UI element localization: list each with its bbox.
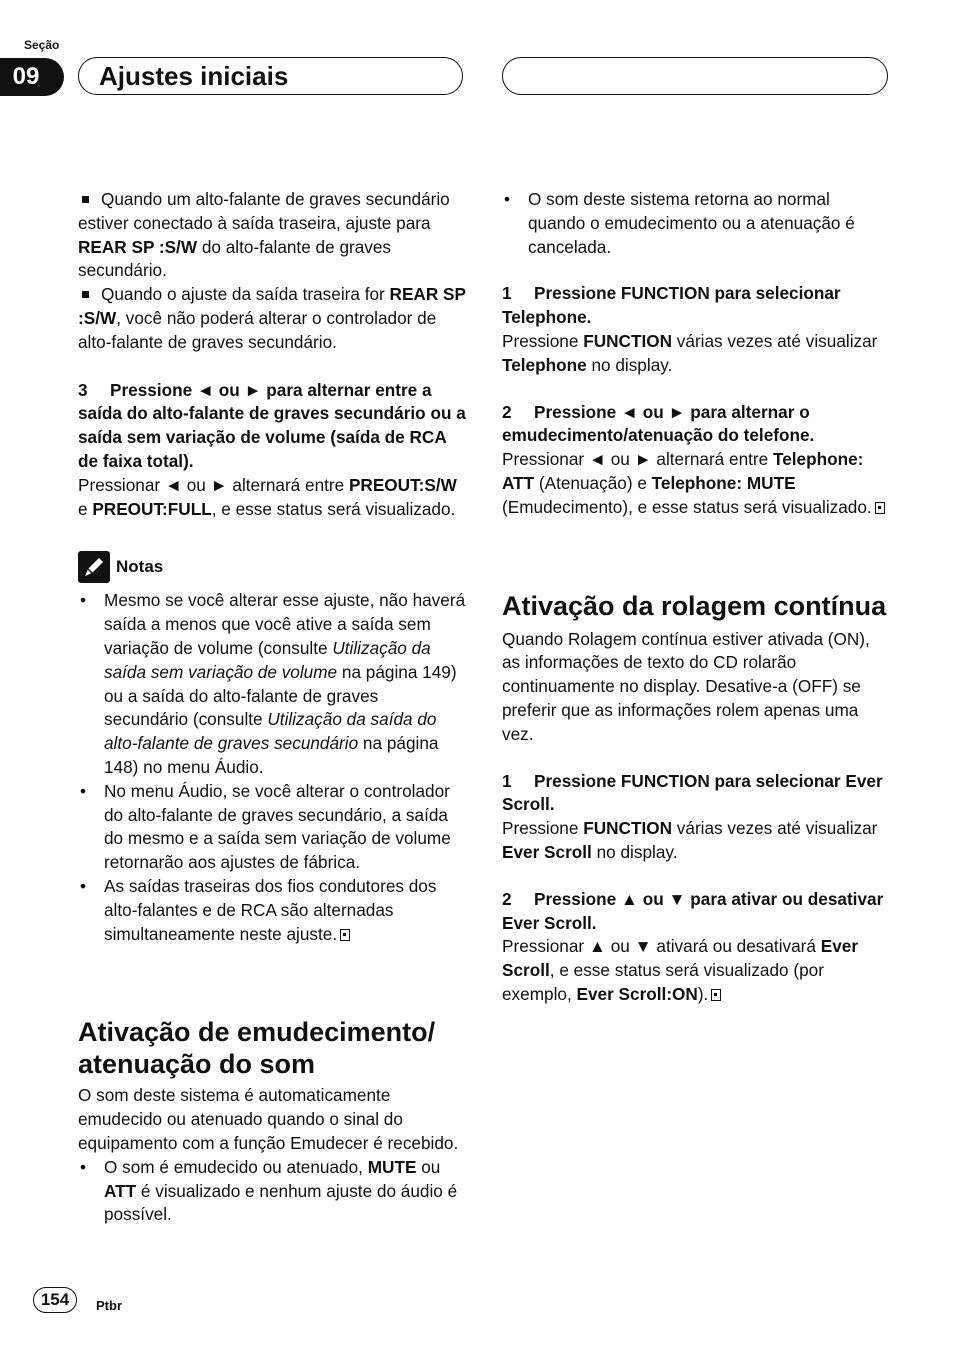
step-scroll-2-body: Pressionar ▲ ou ▼ ativará ou desativará Ever Scroll, e esse status será visualizado (por exemplo, Ever Scroll:ON). [502,936,859,1004]
step-2-body: Pressionar ◄ ou ► alternará entre Telephone: ATT (Atenuação) e Telephone: MUTE (Emudecimento), e esse status será visualizado. [502,448,890,519]
page-number: 154 [33,1287,77,1313]
square-bullet-icon [82,196,89,203]
end-mark-icon [711,989,721,1001]
step-scroll-2-heading: 2 Pressione ▲ ou ▼ para ativar ou desativar Ever Scroll. [502,888,884,933]
square-bullet-icon [82,291,89,298]
step-2-heading: 2 Pressione ◄ ou ► para alternar o emudecimento/atenuação do telefone. [502,401,815,446]
step-1-heading: 1 Pressione FUNCTION para selecionar Telephone. [502,283,841,328]
scroll-paragraph: Quando Rolagem contínua estiver ativada (ON), as informações de texto do CD rolarão continuamente no display. Desative-a (OFF) se preferir que as informações rolem apenas uma vez. [502,628,870,744]
note-2: • No menu Áudio, se você alterar o controlador do alto-falante de graves secundário, a saída do mesmo e a saída sem variação de volume retornarão aos ajustes de fábrica. [78,780,466,875]
section-label: Seção [24,38,60,52]
pencil-icon [78,551,110,583]
note-3: • As saídas traseiras dos fios condutores dos alto-falantes e de RCA são alternadas simultaneamente neste ajuste. [78,875,466,946]
heading-scroll: Ativação da rolagem contínua [502,590,887,621]
square-note-1: Quando um alto-falante de graves secundário estiver conectado à saída traseira, ajuste para REAR SP :S/W do alto-falante de graves secundário. [78,189,450,281]
end-mark-icon [875,502,885,514]
square-note-2: Quando o ajuste da saída traseira for REAR SP :S/W, você não poderá alterar o controlador de alto-falante de graves secundário. [78,284,466,352]
language-label: Ptbr [96,1298,122,1313]
left-column [78,188,466,1227]
step-scroll-1-heading: 1 Pressione FUNCTION para selecionar Ever Scroll. [502,770,883,815]
heading-mute: Ativação de emudecimento/ atenuação do som [78,1017,436,1080]
mute-bullet-2: • O som deste sistema retorna ao normal quando o emudecimento ou a atenuação é cancelada. [502,188,890,259]
page-title: Ajustes iniciais [78,57,463,95]
note-1: • Mesmo se você alterar esse ajuste, não haverá saída a menos que você ative a saída sem variação de volume (consulte Utilização da saída sem variação de volume na página 149) ou a saída do alto-falante de graves secundário (consulte Utilização da saída do alto-falante de graves secundário na página 148) no menu Áudio. [78,589,466,779]
empty-title-box [502,57,888,95]
section-number: 09 [0,58,64,96]
mute-paragraph: O som deste sistema é automaticamente emudecido ou atenuado quando o sinal do equipamento com a função Emudecer é recebido. [78,1085,459,1153]
end-mark-icon [340,929,350,941]
step-3-heading: 3 Pressione ◄ ou ► para alternar entre a saída do alto-falante de graves secundário ou a saída sem variação de volume (saída de RCA de faixa total). [78,379,466,471]
notes-header: Notas [78,551,466,583]
right-column [502,188,890,1007]
step-3-body: Pressionar ◄ ou ► alternará entre PREOUT:S/W e PREOUT:FULL, e esse status será visualizado. [78,474,457,519]
mute-bullet: • O som é emudecido ou atenuado, MUTE ou ATT é visualizado e nenhum ajuste do áudio é possível. [78,1156,466,1227]
step-scroll-1-body: Pressione FUNCTION várias vezes até visualizar Ever Scroll no display. [502,818,878,862]
step-1-body: Pressione FUNCTION várias vezes até visualizar Telephone no display. [502,330,878,375]
